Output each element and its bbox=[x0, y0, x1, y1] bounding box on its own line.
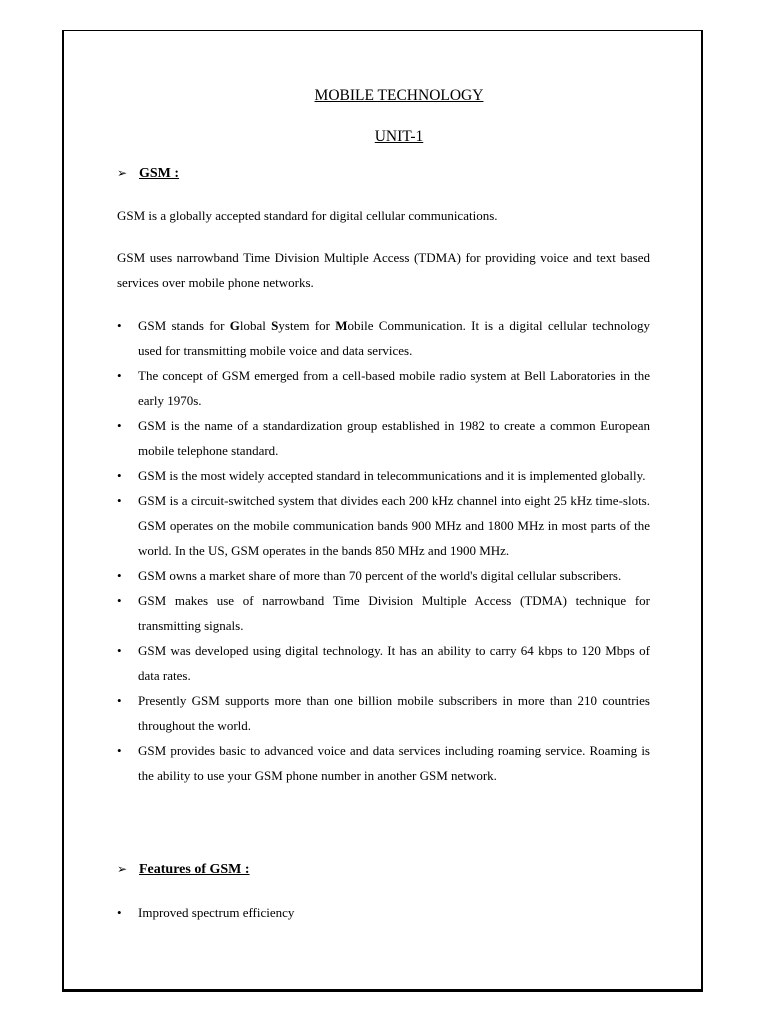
bullet-dot: • bbox=[117, 368, 122, 383]
list-item bbox=[117, 563, 650, 588]
bullet-dot: • bbox=[117, 743, 122, 758]
list-item-text: GSM is a circuit-switched system that divides each 200 kHz channel into eight 25 kHz time-slots. GSM operates on the mobile communication bands 900 MHz and 1800 MHz in most parts of the world. In the US, GSM operates in the bands 850 MHz and 1900 MHz. bbox=[138, 493, 650, 558]
list-item bbox=[117, 738, 650, 788]
paragraph-gsm-tdma: GSM uses narrowband Time Division Multiple Access (TDMA) for providing voice and text based services over mobile phone networks. bbox=[117, 250, 650, 290]
bullet-dot: • bbox=[117, 568, 122, 583]
list-item bbox=[117, 488, 650, 563]
list-item bbox=[117, 588, 650, 638]
document-title: MOBILE TECHNOLOGY bbox=[314, 87, 484, 104]
bullet-dot: • bbox=[117, 493, 122, 508]
list-item bbox=[117, 463, 650, 488]
features-bullet-list bbox=[117, 900, 650, 925]
bullet-dot: • bbox=[117, 318, 122, 333]
bullet-dot: • bbox=[117, 468, 122, 483]
bullet-dot: • bbox=[117, 643, 122, 658]
list-item bbox=[117, 638, 650, 688]
section-heading-gsm bbox=[117, 166, 179, 182]
list-item bbox=[117, 363, 650, 413]
bullet-dot: • bbox=[117, 593, 122, 608]
section-heading-text: GSM : bbox=[139, 166, 180, 181]
section-heading-features bbox=[117, 862, 250, 878]
list-item bbox=[117, 413, 650, 463]
list-item-text: Presently GSM supports more than one billion mobile subscribers in more than 210 countries throughout the world. bbox=[138, 693, 650, 733]
list-item-text: The concept of GSM emerged from a cell-based mobile radio system at Bell Laboratories in the early 1970s. bbox=[138, 368, 650, 408]
list-item: • GSM stands for Global System for Mobile Communication. It is a digital cellular technology used for transmitting mobile voice and data services. bbox=[117, 313, 650, 363]
list-item-text: GSM provides basic to advanced voice and data services including roaming service. Roaming is the ability to use your GSM phone number in another GSM network. bbox=[138, 743, 650, 783]
list-item-text: Improved spectrum efficiency bbox=[138, 905, 295, 920]
section-heading-text: Features of GSM : bbox=[139, 862, 250, 877]
bullet-dot: • bbox=[117, 693, 122, 708]
list-item bbox=[117, 900, 650, 925]
gsm-bullet-list bbox=[117, 313, 650, 788]
arrow-bullet-icon: ➢ bbox=[117, 166, 128, 180]
list-item-text: GSM makes use of narrowband Time Division Multiple Access (TDMA) technique for transmitting signals. bbox=[138, 593, 650, 633]
list-item bbox=[117, 688, 650, 738]
arrow-bullet-icon: ➢ bbox=[117, 862, 128, 876]
list-item-text: GSM owns a market share of more than 70 percent of the world's digital cellular subscribers. bbox=[138, 568, 622, 583]
bullet-dot: • bbox=[117, 418, 122, 433]
unit-title: UNIT-1 bbox=[374, 128, 424, 145]
bullet-dot: • bbox=[117, 905, 122, 920]
paragraph-gsm-intro: GSM is a globally accepted standard for digital cellular communications. bbox=[117, 208, 498, 223]
list-item-text: GSM is the most widely accepted standard in telecommunications and it is implemented globally. bbox=[138, 468, 646, 483]
list-item-text: GSM is the name of a standardization group established in 1982 to create a common European mobile telephone standard. bbox=[138, 418, 650, 458]
list-item-text: GSM was developed using digital technology. It has an ability to carry 64 kbps to 120 Mbps of data rates. bbox=[138, 643, 650, 683]
